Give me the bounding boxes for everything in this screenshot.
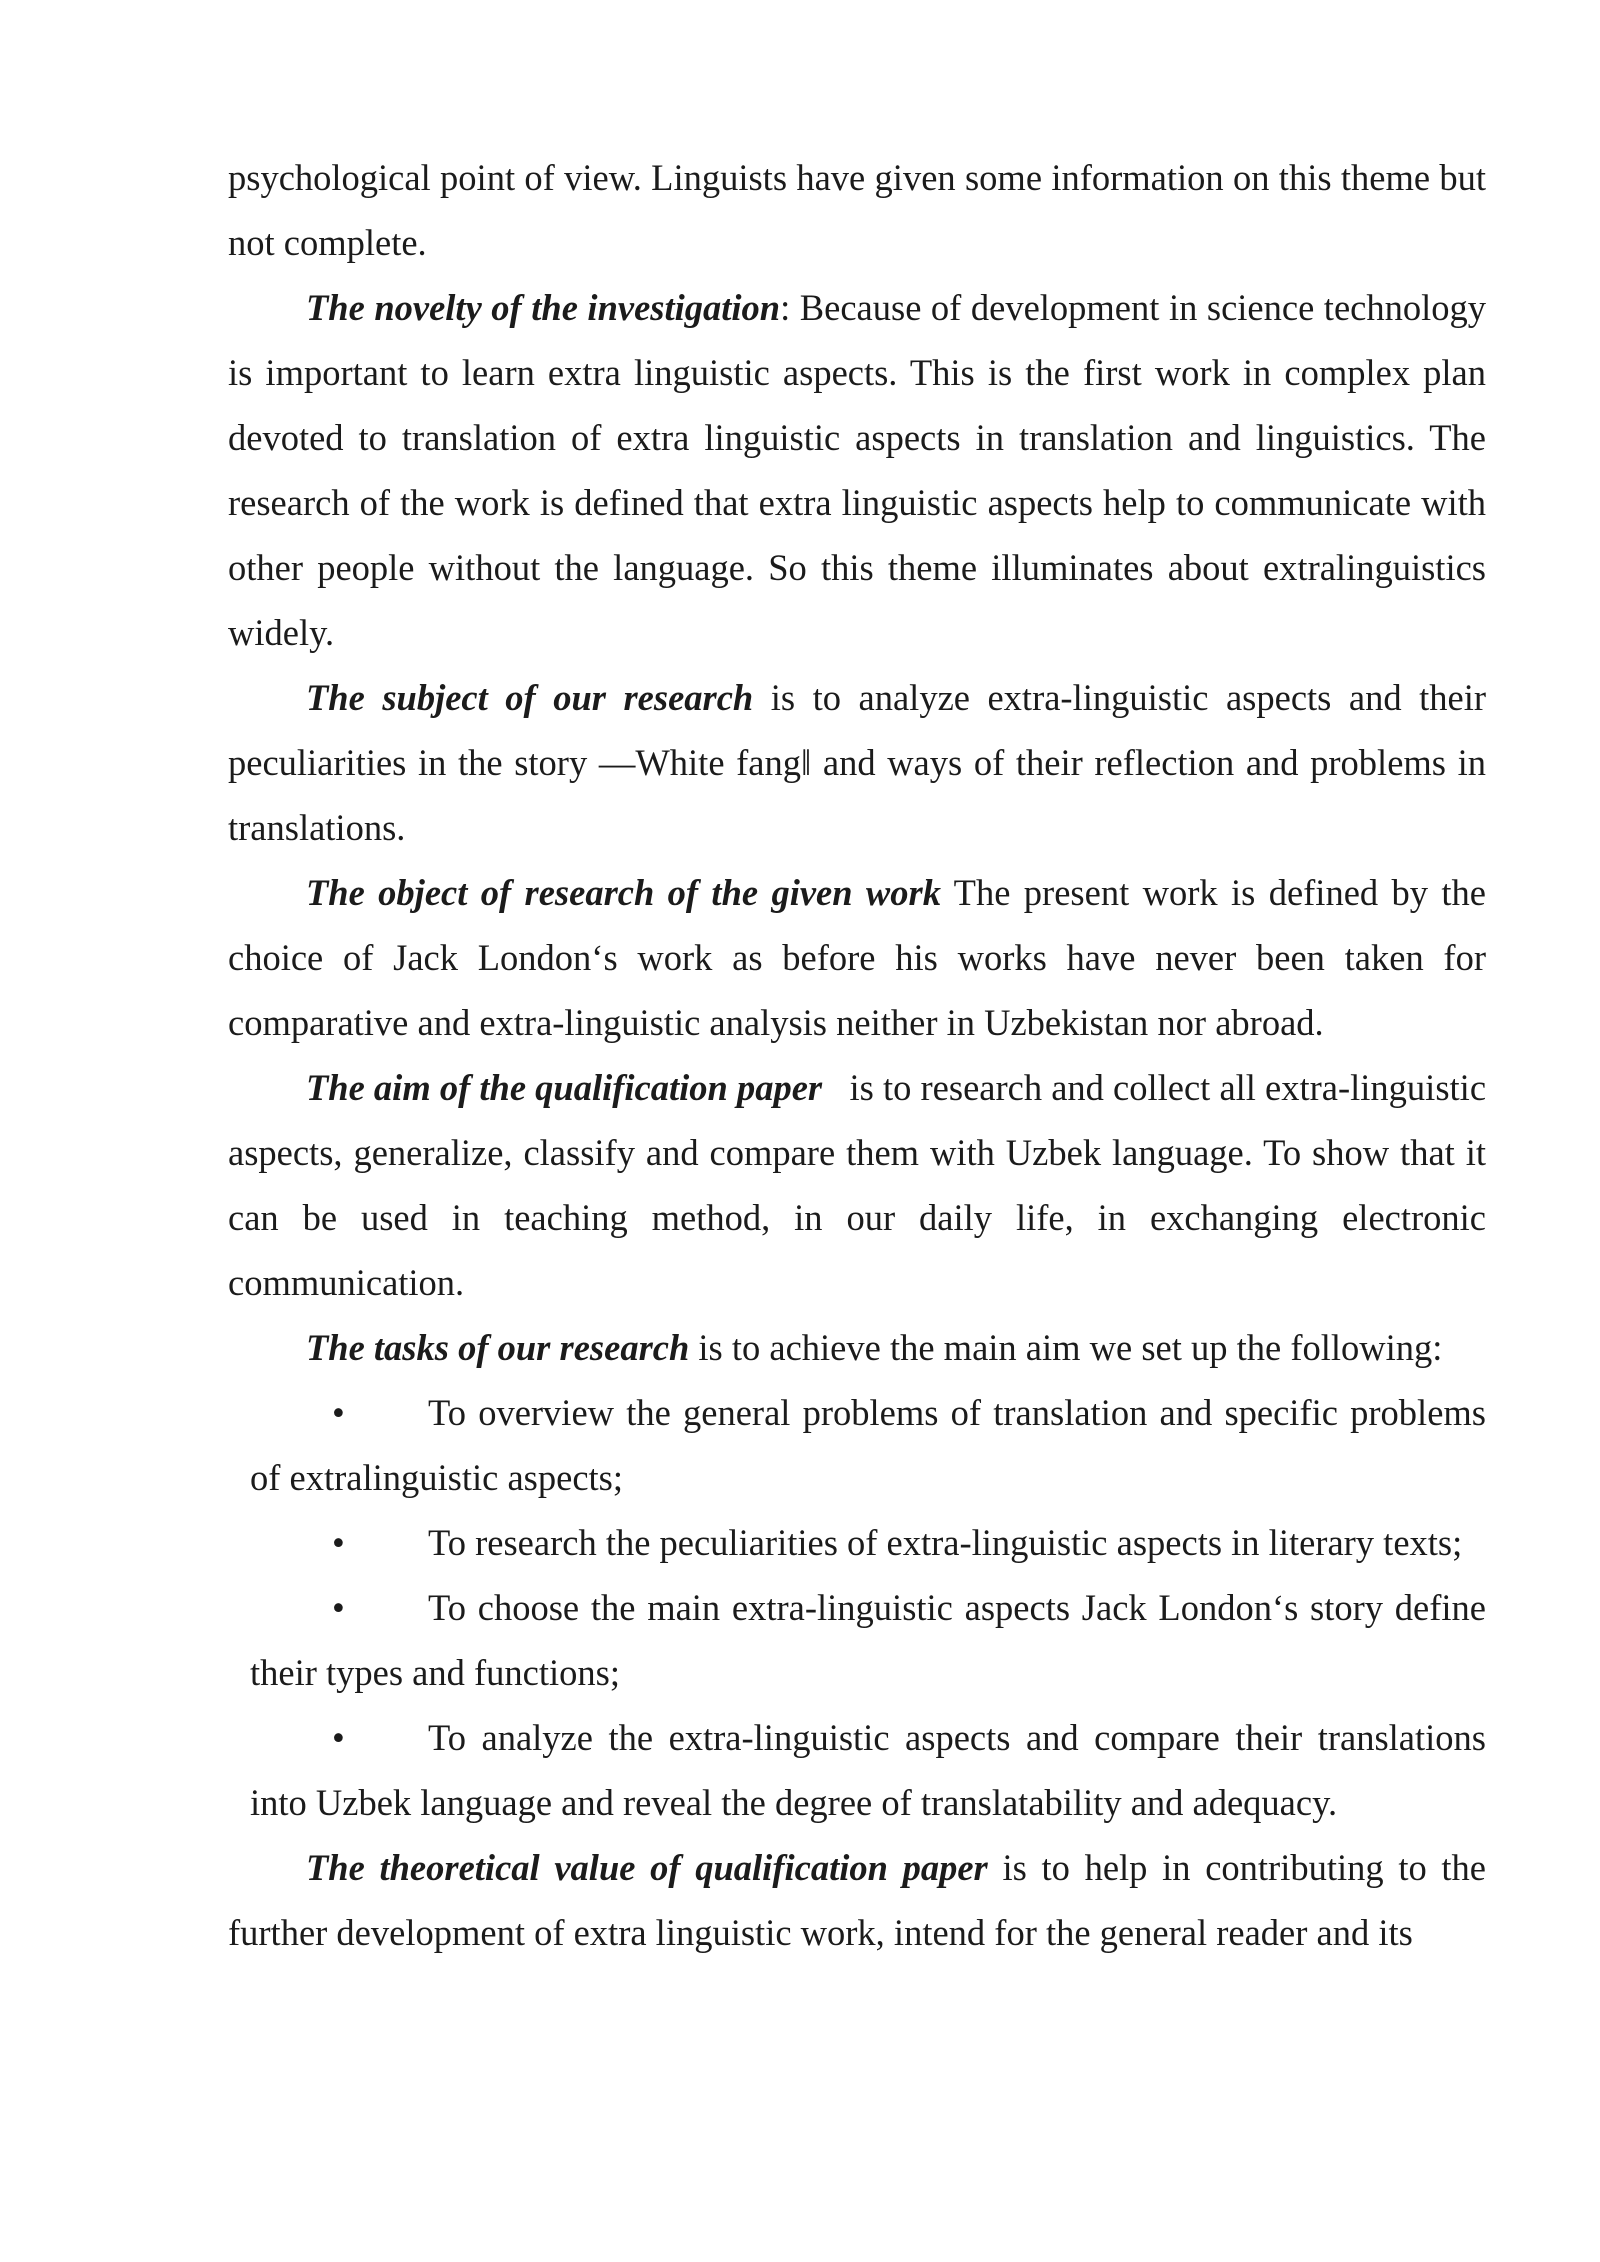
list-item-text: To overview the general problems of translation and specific problems of extralinguistic aspects; xyxy=(250,1392,1486,1498)
paragraph-subject xyxy=(228,665,1486,860)
paragraph-text: psychological point of view. Linguists have given some information on this theme but not complete. xyxy=(228,157,1486,263)
paragraph-text: is to help in contributing to the further development of extra linguistic work, intend for the general reader and its xyxy=(228,1847,1487,1953)
bullet-icon: • xyxy=(332,1587,345,1628)
paragraph-novelty xyxy=(228,275,1486,665)
paragraph-tasks xyxy=(228,1315,1486,1380)
paragraph-aim xyxy=(228,1055,1496,1315)
paragraph-lead: The tasks of our research xyxy=(306,1327,690,1368)
list-item xyxy=(228,1705,1486,1835)
list-item-text: To choose the main extra-linguistic aspects Jack London‘s story define their types and functions; xyxy=(250,1587,1486,1693)
list-item xyxy=(228,1575,1486,1705)
paragraph-lead: The novelty of the investigation xyxy=(306,287,781,328)
list-item-text: To analyze the extra-linguistic aspects and compare their translations into Uzbek language and reveal the degree of translatability and adequacy. xyxy=(250,1717,1486,1823)
paragraph-lead: The aim of the qualification paper xyxy=(306,1067,823,1108)
bullet-icon: • xyxy=(332,1522,345,1563)
paragraph-text: is to analyze extra-linguistic aspects and their peculiarities in the story ―White fang‖ and ways of their reflection and problems in translations. xyxy=(228,677,1486,848)
list-item xyxy=(228,1510,1486,1575)
list-item-text: To research the peculiarities of extra-linguistic aspects in literary texts; xyxy=(428,1522,1463,1563)
paragraph-text: is to achieve the main aim we set up the following: xyxy=(689,1327,1443,1368)
paragraph-lead: The subject of our research xyxy=(306,677,754,718)
paragraph-text: is to research and collect all extra-linguistic aspects, generalize, classify and compare them with Uzbek language. To show that it can be used in teaching method, in our daily life, in exchanging electronic communication. xyxy=(228,1067,1496,1303)
list-item xyxy=(228,1380,1486,1510)
paragraph-text: The present work is defined by the choice of Jack London‘s work as before his works have never been taken for comparative and extra-linguistic analysis neither in Uzbekistan nor abroad. xyxy=(228,872,1486,1043)
tasks-bullet-list xyxy=(228,1380,1486,1835)
bullet-icon: • xyxy=(332,1392,345,1433)
body-text xyxy=(228,145,1496,1965)
paragraph-lead: The theoretical value of qualification paper xyxy=(306,1847,988,1888)
bullet-icon: • xyxy=(332,1717,345,1758)
paragraph-text: : Because of development in science technology is important to learn extra linguistic aspects. This is the first work in complex plan devoted to translation of extra linguistic aspects in translation and linguistics. The research of the work is defined that extra linguistic aspects help to communicate with other people without the language. So this theme illuminates about extralinguistics widely. xyxy=(228,287,1486,653)
paragraph-continuation xyxy=(228,145,1486,275)
paragraph-lead: The object of research of the given work xyxy=(306,872,941,913)
paragraph-theoretical-value xyxy=(228,1835,1486,1965)
paragraph-object xyxy=(228,860,1486,1055)
